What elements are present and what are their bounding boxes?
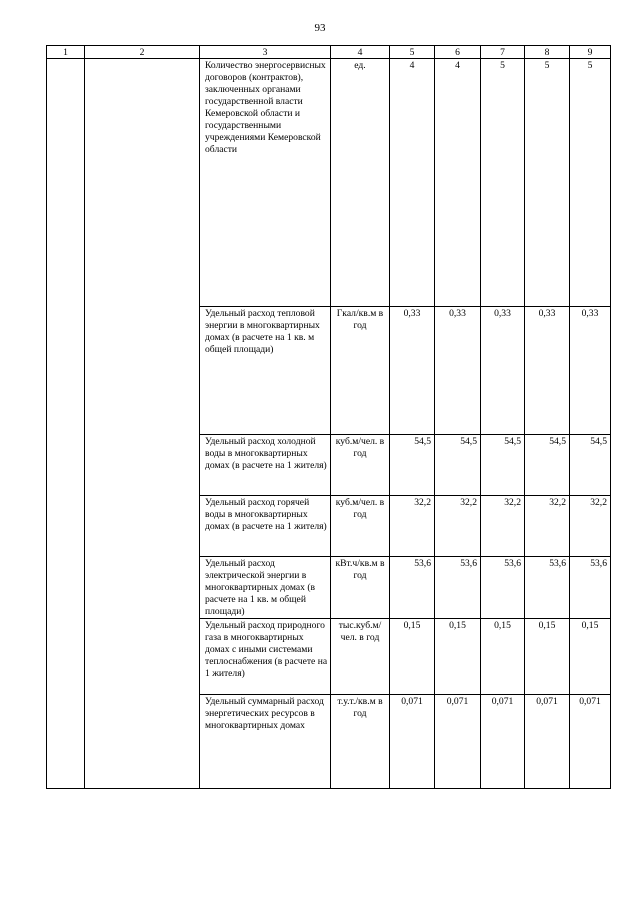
- indicator-value: 0,071: [435, 695, 481, 789]
- indicator-value: 0,33: [481, 307, 525, 435]
- indicator-unit: т.у.т./кв.м в год: [331, 695, 390, 789]
- header-cell: 7: [481, 46, 525, 59]
- indicator-value: 0,071: [390, 695, 435, 789]
- indicator-value: 5: [481, 59, 525, 307]
- indicator-value: 32,2: [570, 496, 611, 557]
- indicator-name: Удельный расход электрической энергии в многоквартирных домах (в расчете на 1 кв. м общей площади): [200, 557, 331, 619]
- indicator-unit: куб.м/чел. в год: [331, 496, 390, 557]
- indicator-value: 0,15: [525, 619, 570, 695]
- indicator-value: 4: [390, 59, 435, 307]
- header-cell: 8: [525, 46, 570, 59]
- indicator-name: Удельный расход тепловой энергии в многоквартирных домах (в расчете на 1 кв. м общей площади): [200, 307, 331, 435]
- indicator-value: 0,15: [481, 619, 525, 695]
- header-cell: 2: [85, 46, 200, 59]
- indicator-value: 0,071: [525, 695, 570, 789]
- indicator-value: 32,2: [481, 496, 525, 557]
- indicator-unit: куб.м/чел. в год: [331, 435, 390, 496]
- indicator-value: 54,5: [435, 435, 481, 496]
- indicator-value: 0,33: [570, 307, 611, 435]
- indicator-value: 53,6: [435, 557, 481, 619]
- indicator-value: 0,15: [435, 619, 481, 695]
- indicator-value: 0,33: [525, 307, 570, 435]
- indicator-value: 53,6: [525, 557, 570, 619]
- indicator-value: 54,5: [481, 435, 525, 496]
- indicator-unit: тыс.куб.м/ чел. в год: [331, 619, 390, 695]
- indicator-value: 0,071: [481, 695, 525, 789]
- page-number: 93: [314, 22, 326, 34]
- indicator-value: 0,15: [570, 619, 611, 695]
- indicator-value: 0,33: [390, 307, 435, 435]
- indicator-value: 5: [570, 59, 611, 307]
- header-cell: 5: [390, 46, 435, 59]
- indicator-name: Удельный расход холодной воды в многоквартирных домах (в расчете на 1 жителя): [200, 435, 331, 496]
- indicator-value: 0,071: [570, 695, 611, 789]
- indicator-name: Удельный расход природного газа в многоквартирных домах с иными системами теплоснабжения (в расчете на 1 жителя): [200, 619, 331, 695]
- indicator-unit: кВт.ч/кв.м в год: [331, 557, 390, 619]
- col-1-cell: [47, 59, 85, 789]
- indicator-unit: ед.: [331, 59, 390, 307]
- indicator-name: Удельный расход горячей воды в многоквартирных домах (в расчете на 1 жителя): [200, 496, 331, 557]
- header-cell: 9: [570, 46, 611, 59]
- col-2-cell: [85, 59, 200, 789]
- indicator-value: 53,6: [481, 557, 525, 619]
- indicator-value: 0,33: [435, 307, 481, 435]
- indicator-value: 5: [525, 59, 570, 307]
- table-row: [47, 59, 611, 307]
- indicator-unit: Гкал/кв.м в год: [331, 307, 390, 435]
- header-cell: 3: [200, 46, 331, 59]
- indicator-value: 54,5: [525, 435, 570, 496]
- indicator-value: 4: [435, 59, 481, 307]
- indicator-value: 53,6: [390, 557, 435, 619]
- indicators-table: [46, 45, 611, 789]
- header-cell: 6: [435, 46, 481, 59]
- header-row: [47, 46, 611, 59]
- indicator-value: 54,5: [570, 435, 611, 496]
- indicator-value: 0,15: [390, 619, 435, 695]
- indicator-value: 32,2: [390, 496, 435, 557]
- header-cell: 1: [47, 46, 85, 59]
- indicator-value: 32,2: [435, 496, 481, 557]
- indicator-name: Удельный суммарный расход энергетических ресурсов в многоквартирных домах: [200, 695, 331, 789]
- indicator-name: Количество энергосервисных договоров (контрактов), заключенных органами государственной власти Кемеровской области и государственными учреждениями Кемеровской области: [200, 59, 331, 307]
- indicator-value: 54,5: [390, 435, 435, 496]
- header-cell: 4: [331, 46, 390, 59]
- indicator-value: 32,2: [525, 496, 570, 557]
- indicator-value: 53,6: [570, 557, 611, 619]
